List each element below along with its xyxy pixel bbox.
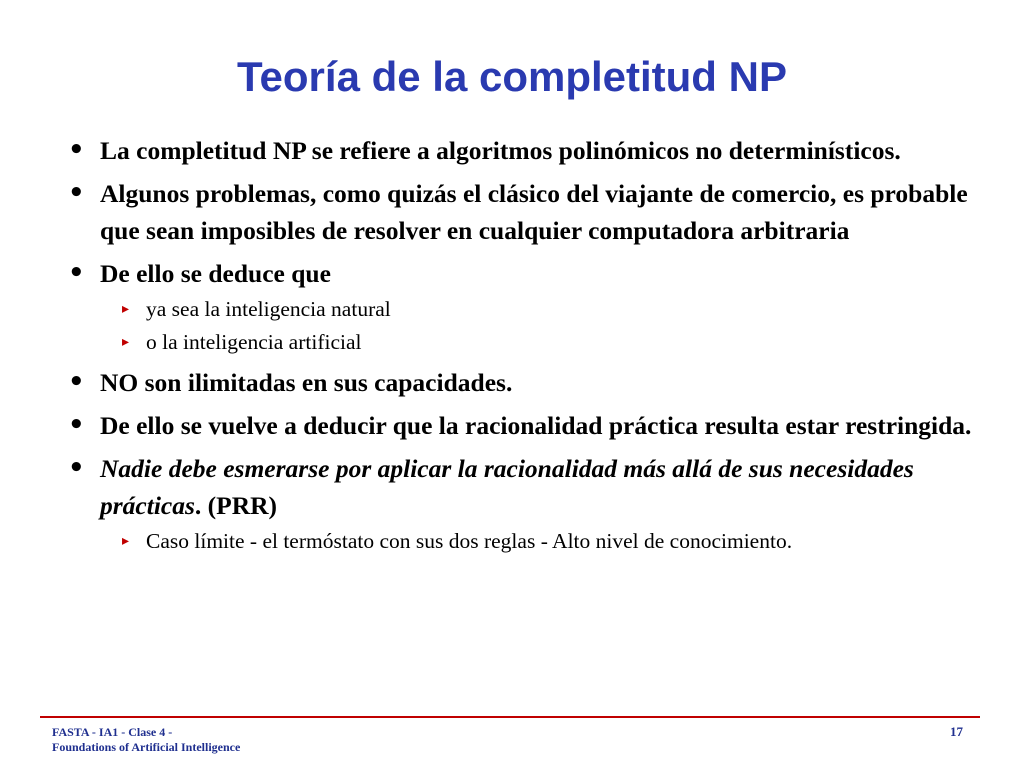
bullet-text-suffix: . (PRR) <box>194 491 278 520</box>
bullet-text: De ello se deduce que <box>100 259 331 288</box>
bullet-item <box>60 364 990 401</box>
bullet-item <box>60 132 990 169</box>
arrow-right-icon: ▸ <box>122 533 130 549</box>
sub-bullet-text: ya sea la inteligencia natural <box>146 297 391 321</box>
footer-line-1: FASTA - IA1 - Clase 4 - <box>52 725 173 739</box>
slide-title: Teoría de la completitud NP <box>237 53 787 100</box>
bullet-item <box>60 407 990 444</box>
bullet-icon: • <box>68 410 85 440</box>
bullet-icon: • <box>68 178 85 208</box>
sub-bullet-item <box>60 526 990 557</box>
bullet-list <box>60 132 990 563</box>
footer-caption <box>52 725 240 755</box>
bullet-text: De ello se vuelve a deducir que la racionalidad práctica resulta estar restringida. <box>100 411 972 440</box>
page-number: 17 <box>950 724 963 739</box>
footer-line-2: Foundations of Artificial Intelligence <box>52 740 241 754</box>
arrow-right-icon: ▸ <box>122 334 130 350</box>
bullet-text: La completitud NP se refiere a algoritmos polinómicos no determinísticos. <box>100 136 901 165</box>
sub-bullet-text: o la inteligencia artificial <box>146 330 362 354</box>
sub-bullet-item <box>60 327 990 358</box>
bullet-text: Algunos problemas, como quizás el clásico del viajante de comercio, es probable que sean imposibles de resolver en cualquier computadora arbitraria <box>100 179 968 245</box>
sub-bullet-item <box>60 294 990 325</box>
bullet-text-italic: Nadie debe esmerarse por aplicar la racionalidad más allá de sus necesidades prácticas <box>100 454 914 520</box>
bullet-item <box>60 255 990 292</box>
bullet-icon: • <box>68 258 85 288</box>
bullet-icon: • <box>68 135 85 165</box>
bullet-item <box>60 450 990 524</box>
bullet-text: NO son ilimitadas en sus capacidades. <box>100 368 513 397</box>
bullet-icon: • <box>68 453 85 483</box>
bullet-icon: • <box>68 367 85 397</box>
arrow-right-icon: ▸ <box>122 301 130 317</box>
bullet-item <box>60 175 990 249</box>
sub-bullet-text: Caso límite - el termóstato con sus dos reglas - Alto nivel de conocimiento. <box>146 529 793 553</box>
footer-divider <box>40 716 980 718</box>
